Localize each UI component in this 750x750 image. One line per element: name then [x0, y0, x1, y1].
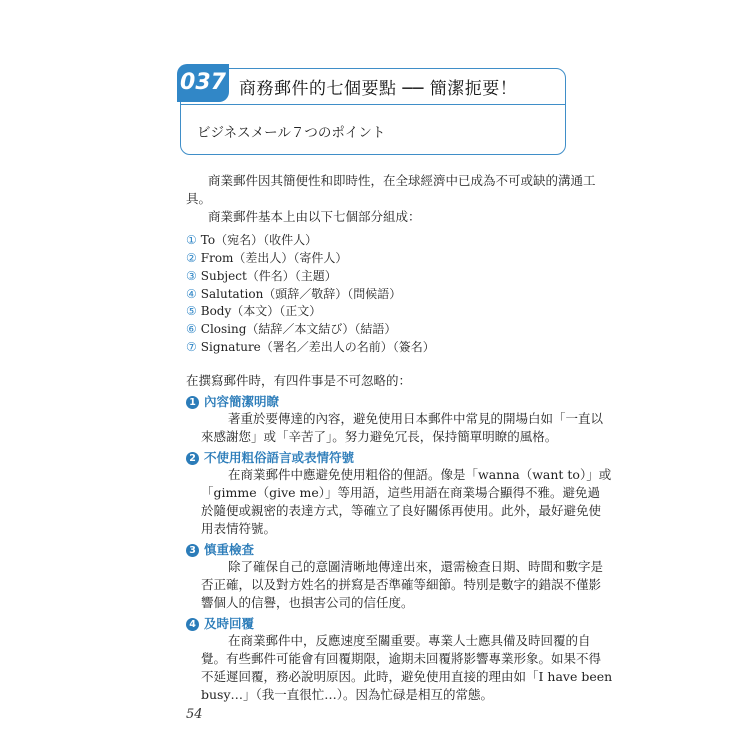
list-item-text: Salutation（頭辞／敬辞）（問候語）	[200, 287, 402, 301]
section-number-icon: 4	[186, 618, 199, 631]
list-item	[186, 338, 435, 355]
section-text-line: 在商業郵件中應避免使用粗俗的俚語。像是「wanna（want to）」或	[228, 467, 612, 482]
list-item-number: ②	[186, 251, 197, 265]
section-text-line: 「gimme（give me）」等用語，這些用語在商業場合顯得不雅。避免過	[201, 485, 601, 500]
section-heading	[186, 540, 254, 558]
list-item-number: ⑦	[186, 340, 197, 354]
intro-line-1: 商業郵件因其簡便性和即時性，在全球經濟中已成為不可或缺的溝通工	[208, 173, 596, 188]
section-title: 內容簡潔明瞭	[204, 394, 280, 409]
list-item	[186, 249, 347, 266]
section-text-line: 在商業郵件中，反應速度至關重要。專業人士應具備及時回覆的自	[228, 633, 591, 648]
section-text-line: 著重於要傳達的內容，避免使用日本郵件中常見的開場白如「一直以	[228, 411, 604, 426]
section-text-line: 否正確，以及對方姓名的拼寫是否準確等細節。特別是數字的錯誤不僅影	[201, 577, 602, 592]
section-number-icon: 1	[186, 396, 199, 409]
section-text-line: 用表情符號。	[201, 521, 277, 536]
list-item	[186, 320, 396, 337]
list-item-text: To（宛名）（收件人）	[200, 233, 318, 247]
intro-line-3: 商業郵件基本上由以下七個部分組成：	[208, 209, 421, 224]
list-item-number: ⑥	[186, 322, 197, 336]
list-item	[186, 231, 317, 248]
list-item-number: ①	[186, 233, 197, 247]
section-heading	[186, 614, 254, 632]
list-item-text: Body（本文）（正文）	[200, 304, 322, 318]
section-title: 不使用粗俗語言或表情符號	[204, 450, 355, 465]
page-title: 商務郵件的七個要點 ── 簡潔扼要！	[239, 79, 518, 99]
list-item-text: Subject（件名）（主題）	[200, 269, 337, 283]
page-subtitle-jp: ビジネスメール７つのポイント	[197, 125, 386, 141]
section-heading	[186, 392, 279, 410]
list-item	[186, 285, 401, 302]
section-text-line: 於隨便或親密的表達方式，等確立了良好關係再使用。此外，最好避免使	[201, 503, 602, 518]
section-title: 慎重檢查	[204, 542, 255, 557]
section-heading	[186, 448, 354, 466]
list-item-text: From（差出人）（寄件人）	[200, 251, 348, 265]
section-number-icon: 2	[186, 452, 199, 465]
list-item	[186, 267, 337, 284]
intro-line-2: 具。	[186, 191, 212, 206]
header-divider	[180, 104, 566, 105]
section-text-line: busy…」（我一直很忙…）。因為忙碌是相互的常態。	[201, 687, 494, 702]
section-title: 及時回覆	[204, 616, 255, 631]
section-number-icon: 3	[186, 544, 199, 557]
list-item-number: ④	[186, 287, 197, 301]
lead-sentence: 在撰寫郵件時，有四件事是不可忽略的：	[186, 373, 412, 388]
section-text-line: 響個人的信譽，也損害公司的信任度。	[201, 595, 414, 610]
list-item-number: ⑤	[186, 304, 197, 318]
section-text-line: 來感謝您」或「辛苦了」。努力避免冗長，保持簡單明瞭的風格。	[201, 429, 558, 444]
section-number-badge: 037	[177, 64, 229, 102]
section-text-line: 不延遲回覆，務必說明原因。此時，避免使用直接的理由如「I have been	[201, 669, 613, 684]
page-number: 54	[186, 707, 203, 722]
section-text-line: 除了確保自己的意圖清晰地傳達出來，還需檢查日期、時間和數字是	[228, 559, 604, 574]
list-item-number: ③	[186, 269, 197, 283]
list-item-text: Signature（署名／差出人の名前）（簽名）	[200, 340, 435, 354]
list-item-text: Closing（結辞／本文結び）（結語）	[200, 322, 397, 336]
section-text-line: 覺。有些郵件可能會有回覆期限，逾期未回覆將影響專業形象。如果不得	[201, 651, 602, 666]
list-item	[186, 302, 321, 319]
